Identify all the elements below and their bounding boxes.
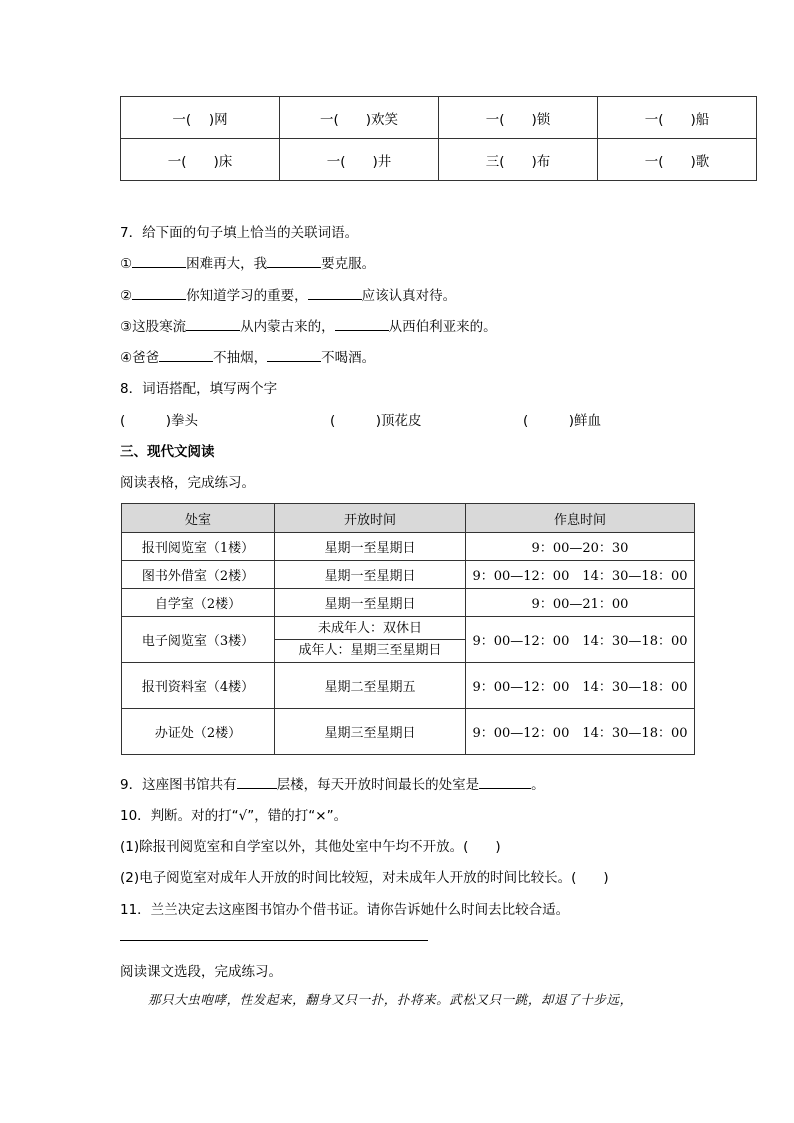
column-header: 处室: [122, 504, 275, 533]
hours-cell: 9：00—12：00 14：30—18：00: [466, 663, 695, 709]
table-cell: 一( )床: [121, 139, 280, 181]
open-minors: 未成年人：双休日: [275, 618, 465, 640]
room-cell: 报刊阅览室（1楼）: [122, 533, 275, 561]
text: 层楼，每天开放时间最长的处室是: [276, 777, 480, 793]
fill-blank[interactable]: [132, 255, 186, 268]
open-cell-split: [275, 617, 466, 663]
q7-sentence-3: [120, 315, 497, 335]
q10-item-1: (1)除报刊阅览室和自学室以外，其他处室中午均不开放。( ): [120, 839, 501, 855]
column-header: 作息时间: [466, 504, 695, 533]
reading2-intro: 阅读课文选段，完成练习。: [120, 964, 282, 980]
column-header: 开放时间: [275, 504, 466, 533]
q7-sentence-1: [120, 252, 375, 272]
text: 应该认真对待。: [361, 288, 457, 304]
hours-cell: 9：00—12：00 14：30—18：00: [466, 617, 695, 663]
q7-sentence-2: [120, 284, 456, 304]
text: 9．这座图书馆共有: [120, 777, 237, 793]
fill-blank[interactable]: [308, 287, 362, 300]
room-cell: 图书外借室（2楼）: [122, 561, 275, 589]
q10-item-2: (2)电子阅览室对成年人开放的时间比较短，对未成年人开放的时间比较长。( ): [120, 870, 609, 886]
table-cell: 三( )布: [439, 139, 598, 181]
q8-item-1: ( )拳头: [120, 413, 199, 429]
table-cell: 一( )网: [121, 97, 280, 139]
fill-blank[interactable]: [237, 776, 277, 789]
fill-blank[interactable]: [335, 318, 389, 331]
hours-cell: 9：00—12：00 14：30—18：00: [466, 709, 695, 755]
table-row: [122, 561, 695, 589]
fill-blank[interactable]: [159, 349, 213, 362]
text: ④爸爸: [120, 350, 160, 366]
fill-blank[interactable]: [132, 287, 186, 300]
text: 。: [531, 777, 545, 793]
text: 你知道学习的重要，: [186, 288, 308, 304]
text: 从西伯利亚来的。: [388, 319, 497, 335]
q7-sentence-4: [120, 346, 375, 366]
measure-word-table: [120, 96, 757, 181]
room-cell: 办证处（2楼）: [122, 709, 275, 755]
q8-item-3: ( )鲜血: [523, 413, 602, 429]
q11: 11．兰兰决定去这座图书馆办个借书证。请你告诉她什么时间去比较合适。: [120, 902, 570, 918]
table-cell: 一( )井: [280, 139, 439, 181]
open-cell: 星期三至星期日: [275, 709, 466, 755]
q9: [120, 773, 545, 793]
excerpt-text: 那只大虫咆哮，性发起来，翻身又只一扑，扑将来。武松又只一跳，却退了十步远，: [148, 992, 633, 1007]
q10-title: 10．判断。对的打“√”，错的打“×”。: [120, 808, 348, 824]
table-cell: 一( )欢笑: [280, 97, 439, 139]
room-cell: 自学室（2楼）: [122, 589, 275, 617]
text: 困难再大，我: [186, 256, 268, 272]
fill-blank[interactable]: [479, 776, 531, 789]
open-cell: 星期一至星期日: [275, 589, 466, 617]
table-row: [122, 709, 695, 755]
hours-cell: 9：00—12：00 14：30—18：00: [466, 561, 695, 589]
open-adults: 成年人：星期三至星期日: [298, 643, 442, 658]
table-row: [122, 589, 695, 617]
text: 从内蒙古来的，: [240, 319, 335, 335]
table-header-row: [122, 504, 695, 533]
table-cell: 一( )船: [598, 97, 757, 139]
fill-blank[interactable]: [186, 318, 240, 331]
section-heading: 三、现代文阅读: [120, 444, 215, 460]
text: 不喝酒。: [321, 350, 376, 366]
table-row: [121, 139, 757, 181]
table-cell: 一( )锁: [439, 97, 598, 139]
answer-line[interactable]: [120, 940, 428, 941]
table-cell: 一( )歌: [598, 139, 757, 181]
text: 不抽烟，: [213, 350, 268, 366]
q7-title: 7．给下面的句子填上恰当的关联词语。: [120, 225, 359, 241]
text: ③这股寒流: [120, 319, 187, 335]
hours-cell: 9：00—20：30: [466, 533, 695, 561]
text: ②: [120, 288, 133, 304]
room-cell: 电子阅览室（3楼）: [122, 617, 275, 663]
room-cell: 报刊资料室（4楼）: [122, 663, 275, 709]
table-row: [122, 663, 695, 709]
reading-intro: 阅读表格，完成练习。: [120, 475, 255, 491]
open-cell: 星期一至星期日: [275, 533, 466, 561]
text: ①: [120, 256, 133, 272]
library-schedule-table: [121, 503, 695, 755]
q8-item-2: ( )顶花皮: [330, 413, 422, 429]
table-row: [121, 97, 757, 139]
table-row: [122, 533, 695, 561]
table-row: [122, 617, 695, 663]
fill-blank[interactable]: [267, 349, 321, 362]
open-cell: 星期一至星期日: [275, 561, 466, 589]
hours-cell: 9：00—21：00: [466, 589, 695, 617]
fill-blank[interactable]: [267, 255, 321, 268]
text: 要克服。: [321, 256, 376, 272]
q8-title: 8．词语搭配，填写两个字: [120, 381, 278, 397]
open-cell: 星期二至星期五: [275, 663, 466, 709]
